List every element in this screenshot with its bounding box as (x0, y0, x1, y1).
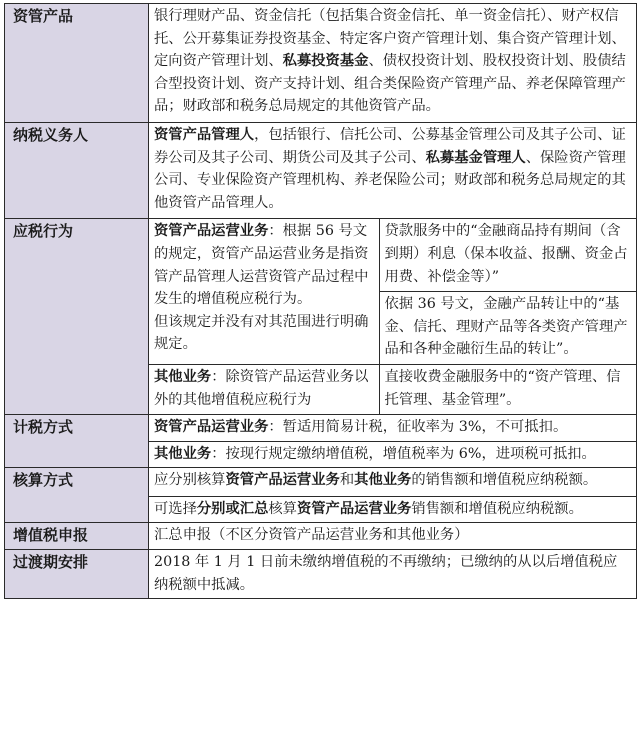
accounting-a1: 应分别核算 (154, 472, 226, 489)
taxable-right-3: 直接收费金融服务中的“资产管理、信托管理、基金管理”。 (379, 364, 637, 414)
taxable-op-note: 但该规定并没有对其范围进行明确规定。 (154, 313, 369, 353)
method-text-1: ：暂适用简易计税，征收率为 3%，不可抵扣。 (268, 419, 568, 436)
taxpayer-text-2: 、保险资产管理公司、专业保险资产管理机构、养老保险公司；财政部和税务总局规定的其他资管产品管理人。 (154, 149, 626, 211)
accounting-c1: 可选择 (154, 500, 197, 517)
taxable-op-bold: 资管产品运营业务 (154, 223, 269, 240)
accounting-choice (149, 496, 637, 523)
taxpayer-bold-2: 私募基金管理人 (425, 149, 526, 166)
content-product (149, 4, 637, 123)
row-method-1 (5, 415, 637, 442)
vat-asset-management-table (4, 3, 637, 599)
accounting-a5: 的销售额和增值税应纳税额。 (411, 472, 598, 489)
method-text-2: ：按现行规定缴纳增值税，增值税率为 6%，进项税可抵扣。 (211, 445, 596, 462)
taxable-other-bold: 其他业务 (154, 368, 212, 385)
accounting-separate (149, 468, 637, 497)
taxpayer-text-1: ，包括银行、信托公司、公募基金管理公司及其子公司、证券公司及其子公司、期货公司及其子公司、 (154, 126, 626, 166)
content-transition: 2018 年 1 月 1 日前未缴纳增值税的不再缴纳；已缴纳的从以后增值税应纳税额中抵减。 (149, 550, 637, 599)
accounting-c2: 分别或汇总 (196, 500, 269, 517)
taxable-row-3 (149, 364, 637, 414)
taxable-operations-cell (149, 219, 379, 364)
product-text-bold: 私募投资基金 (282, 53, 369, 70)
label-taxable: 应税行为 (5, 219, 149, 415)
accounting-c5: 销售额和增值税应纳税额。 (411, 500, 583, 517)
accounting-a4: 其他业务 (354, 472, 412, 489)
accounting-a3: 和 (339, 472, 355, 489)
label-transition: 过渡期安排 (5, 550, 149, 599)
taxpayer-bold-1: 资管产品管理人 (154, 126, 255, 143)
taxable-other-cell (149, 364, 379, 414)
method-other (149, 441, 637, 468)
label-filing: 增值税申报 (5, 523, 149, 550)
method-bold-2: 其他业务 (154, 445, 212, 462)
row-taxable (5, 219, 637, 415)
row-accounting-1 (5, 468, 637, 497)
taxable-right-2: 依据 36 号文，金融产品转让中的“基金、信托、理财产品等各类资产管理产品和各种金融衍生品的转让”。 (379, 292, 637, 365)
taxable-right-1: 贷款服务中的“金融商品持有期间（含到期）利息（保本收益、报酬、资金占用费、补偿金等）” (379, 219, 637, 291)
taxable-subtable (149, 219, 637, 414)
taxable-other-text: ：除资管产品运营业务以外的其他增值税应税行为 (154, 368, 369, 408)
accounting-c3: 核算 (268, 500, 297, 517)
label-taxpayer: 纳税义务人 (5, 122, 149, 218)
row-filing (5, 523, 637, 550)
product-text-1: 银行理财产品、资金信托（包括集合资金信托、单一资金信托）、财产权信托、公开募集证券投资基金、特定客户资产管理计划、集合资产管理计划、定向资产管理计划、 (154, 8, 626, 70)
taxable-op-text: ：根据 56 号文的规定，资管产品运营业务是指资管产品管理人运营资管产品过程中发生的增值税应税行为。 (154, 223, 369, 308)
row-product (5, 4, 637, 123)
row-taxpayer (5, 122, 637, 218)
row-transition (5, 550, 637, 599)
accounting-c4: 资管产品运营业务 (296, 500, 412, 517)
content-taxable (149, 219, 637, 415)
product-text-2: 、债权投资计划、股权投资计划、股债结合型投资计划、资产支持计划、组合类保险资产管理产品、养老保障管理产品；财政部和税务总局规定的其他资管产品。 (154, 53, 626, 115)
content-taxpayer (149, 122, 637, 218)
taxable-row-1 (149, 219, 637, 291)
label-accounting: 核算方式 (5, 468, 149, 523)
method-bold-1: 资管产品运营业务 (154, 419, 269, 436)
method-operations (149, 415, 637, 442)
label-product: 资管产品 (5, 4, 149, 123)
content-filing: 汇总申报（不区分资管产品运营业务和其他业务） (149, 523, 637, 550)
label-method: 计税方式 (5, 415, 149, 468)
accounting-a2: 资管产品运营业务 (225, 472, 340, 489)
